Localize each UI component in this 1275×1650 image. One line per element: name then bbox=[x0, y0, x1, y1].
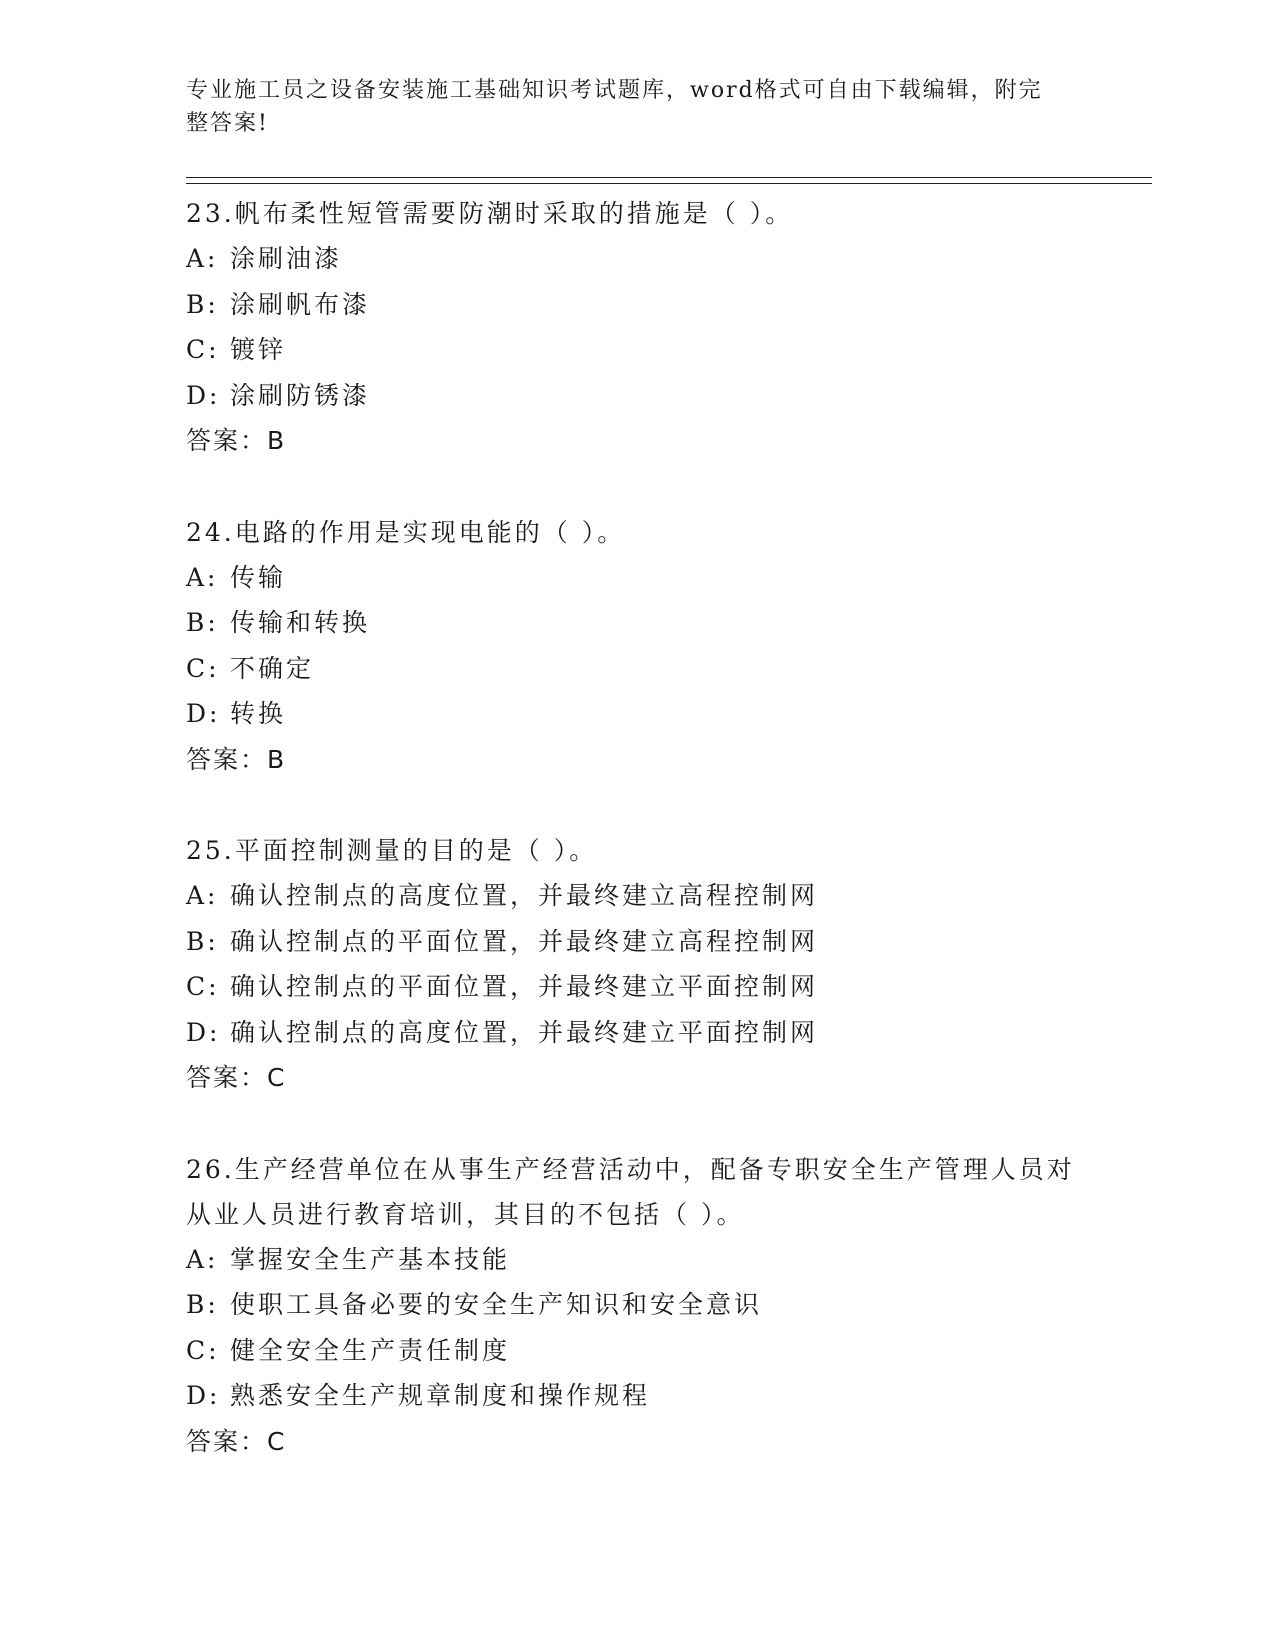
option-c bbox=[186, 964, 1086, 1010]
option-letter: C: bbox=[186, 1335, 220, 1365]
option-c bbox=[186, 327, 1086, 373]
option-letter: C: bbox=[186, 972, 220, 1001]
option-b bbox=[186, 919, 1086, 965]
option-text: 转换 bbox=[230, 699, 287, 728]
option-letter: D: bbox=[186, 1017, 221, 1047]
option-letter: A: bbox=[186, 1244, 219, 1274]
option-a bbox=[186, 1237, 1086, 1283]
option-text: 使职工具备必要的安全生产知识和安全意识 bbox=[230, 1290, 763, 1319]
option-c bbox=[186, 1328, 1086, 1374]
option-text: 不确定 bbox=[230, 653, 315, 683]
answer-line: 答案：C bbox=[186, 1426, 287, 1456]
header-divider-bottom bbox=[186, 183, 1152, 184]
option-letter: B: bbox=[186, 608, 219, 637]
question-24 bbox=[186, 510, 1086, 783]
option-text: 健全安全生产责任制度 bbox=[230, 1335, 511, 1365]
option-text: 确认控制点的高度位置，并最终建立高程控制网 bbox=[230, 881, 819, 910]
header-divider-top bbox=[186, 177, 1152, 178]
question-stem: 24.电路的作用是实现电能的（ ）。 bbox=[186, 517, 626, 547]
option-letter: C: bbox=[186, 653, 220, 683]
option-text: 传输 bbox=[230, 562, 287, 592]
option-letter: A: bbox=[186, 244, 219, 273]
option-b bbox=[186, 282, 1086, 328]
option-letter: D: bbox=[186, 699, 221, 728]
option-d bbox=[186, 1373, 1086, 1419]
option-text: 确认控制点的高度位置，并最终建立平面控制网 bbox=[230, 1017, 819, 1047]
option-d bbox=[186, 373, 1086, 419]
answer-line: 答案：B bbox=[186, 744, 287, 774]
answer-line: 答案：C bbox=[186, 1063, 287, 1092]
option-b bbox=[186, 1282, 1086, 1328]
question-26 bbox=[186, 1147, 1086, 1465]
option-c bbox=[186, 646, 1086, 692]
option-text: 涂刷油漆 bbox=[230, 244, 343, 273]
option-letter: B: bbox=[186, 926, 219, 956]
option-letter: B: bbox=[186, 1290, 219, 1319]
document-intro: 专业施工员之设备安装施工基础知识考试题库，word格式可自由下载编辑，附完整答案! bbox=[186, 78, 1043, 136]
question-23 bbox=[186, 191, 1086, 464]
answer-line: 答案：B bbox=[186, 426, 287, 455]
option-d bbox=[186, 691, 1086, 737]
question-stem: 26.生产经营单位在从事生产经营活动中，配备专职安全生产管理人员对从业人员进行教育培训，其目的不包括（ ）。 bbox=[186, 1154, 1075, 1229]
option-letter: C: bbox=[186, 335, 220, 364]
option-text: 涂刷防锈漆 bbox=[230, 380, 371, 410]
option-letter: D: bbox=[186, 380, 221, 410]
option-letter: A: bbox=[186, 562, 219, 592]
option-text: 镀锌 bbox=[230, 335, 287, 364]
option-text: 确认控制点的平面位置，并最终建立高程控制网 bbox=[230, 926, 819, 956]
option-text: 确认控制点的平面位置，并最终建立平面控制网 bbox=[230, 972, 819, 1001]
option-letter: B: bbox=[186, 289, 219, 319]
option-b bbox=[186, 600, 1086, 646]
option-text: 掌握安全生产基本技能 bbox=[230, 1244, 511, 1274]
option-d bbox=[186, 1010, 1086, 1056]
option-letter: D: bbox=[186, 1381, 221, 1410]
option-a bbox=[186, 873, 1086, 919]
option-a bbox=[186, 236, 1086, 282]
question-list bbox=[186, 191, 1086, 1510]
question-stem: 23.帆布柔性短管需要防潮时采取的措施是（ ）。 bbox=[186, 199, 794, 228]
option-a bbox=[186, 555, 1086, 601]
question-stem: 25.平面控制测量的目的是（ ）。 bbox=[186, 836, 598, 865]
option-text: 传输和转换 bbox=[230, 608, 371, 637]
option-letter: A: bbox=[186, 881, 219, 910]
question-25 bbox=[186, 828, 1086, 1101]
option-text: 涂刷帆布漆 bbox=[230, 289, 371, 319]
option-text: 熟悉安全生产规章制度和操作规程 bbox=[230, 1381, 651, 1410]
